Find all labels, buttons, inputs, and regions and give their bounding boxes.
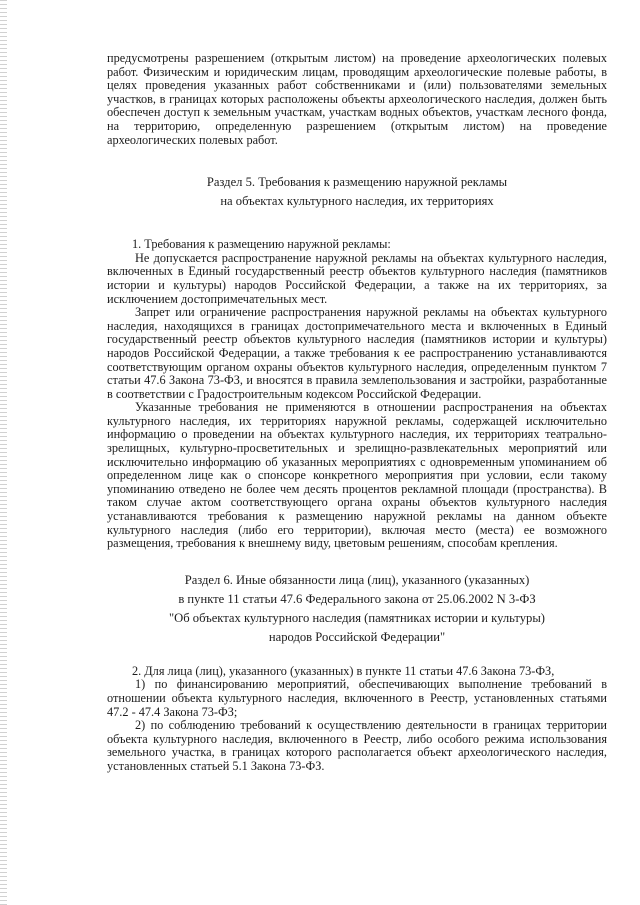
section-5-title-line-1: Раздел 5. Требования к размещению наружной рекламы [206,175,508,190]
section-6 [107,571,607,774]
section-6-subitem-1: 1) по финансированию мероприятий, обеспечивающих выполнение требований в отношении объекта культурного наследия, включенного в Реестр, установленных статьями 47.2 - 47.4 Закона 73-ФЗ; [107,677,607,719]
document-page [107,52,607,774]
section-6-subitem-2: 2) по соблюдению требований к осуществлению деятельности в границах территории объекта культурного наследия, включенного в Реестр, либо особого режима использования земельного участка, в границах которого располагается объект археологического наследия, установленных статьей 5.1 Закона 73-ФЗ. [107,718,607,773]
section-5-paragraph-3: Указанные требования не применяются в отношении распространения на объектах культурного наследия, их территориях наружной рекламы, содержащей исключительно информацию о проведении на объектах культурного наследия, их территориях театрально-зрелищных, культурно-просветительных и зрелищно-развлекательных мероприятий или исключительно информацию об указанных мероприятиях с одновременным упоминанием об определенном лице как о спонсоре конкретного мероприятия при условии, если такому упоминанию отведено не более чем десять процентов рекламной площади (пространства). В таком случае актом соответствующего органа охраны объектов культурного наследия устанавливаются требования к размещению наружной рекламы на данном объекте культурного наследия (либо его территории), включая место (места) ее возможного размещения, требования к внешнему виду, цветовым решениям, способам крепления. [107,400,607,551]
intro-paragraph: предусмотрены разрешением (открытым листом) на проведение археологических полевых работ. Физическим и юридическим лицам, проводящим археологические полевые работы, в целях проведения указанных работ собственниками и (или) пользователями земельных участков, в границах которых расположены объекты археологического наследия, должен быть обеспечен доступ к земельным участкам, участкам водных объектов, участкам лесного фонда, на территорию, определенную разрешением (открытым листом) на проведение археологических полевых работ. [107,51,607,147]
section-6-title-line-2: в пункте 11 статьи 47.6 Федерального закона от 25.06.2002 N 3-ФЗ [178,591,536,606]
spacer [107,211,607,238]
section-5-title-line-2: на объектах культурного наследия, их территориях [220,194,494,209]
section-6-title-line-1: Раздел 6. Иные обязанности лица (лиц), указанного (указанных) [184,572,530,587]
section-6-title [107,571,607,647]
section-5-title [107,173,607,211]
section-5-paragraph-1: Не допускается распространение наружной рекламы на объектах культурного наследия, включенных в Единый государственный реестр объектов культурного наследия (памятников истории и культуры) народов Российской Федерации, а также на их территориях, за исключением достопримечательных мест. [107,250,607,306]
section-6-item-2-heading: 2. Для лица (лиц), указанного (указанных) в пункте 11 статьи 47.6 Закона 73-ФЗ, [132,663,555,678]
spacer [107,647,607,665]
section-6-title-line-4: народов Российской Федерации" [268,629,446,644]
section-5 [107,173,607,551]
scan-edge-artifact [0,0,7,905]
section-5-paragraph-2: Запрет или ограничение распространения наружной рекламы на объектах культурного наследия, находящихся в границах достопримечательного места и включенных в Единый государственный реестр объектов культурного наследия (памятников истории и культуры) народов Российской Федерации, а также требования к ее распространению устанавливаются соответствующим органом охраны объектов культурного наследия, определенным пунктом 7 статьи 47.6 Закона 73-ФЗ, и вносятся в правила землепользования и застройки, разработанные в соответствии с Градостроительным кодексом Российской Федерации. [107,305,607,401]
section-6-title-line-3: "Об объектах культурного наследия (памятниках истории и культуры) [169,610,545,625]
section-5-item-1-heading: 1. Требования к размещению наружной рекламы: [132,237,391,252]
